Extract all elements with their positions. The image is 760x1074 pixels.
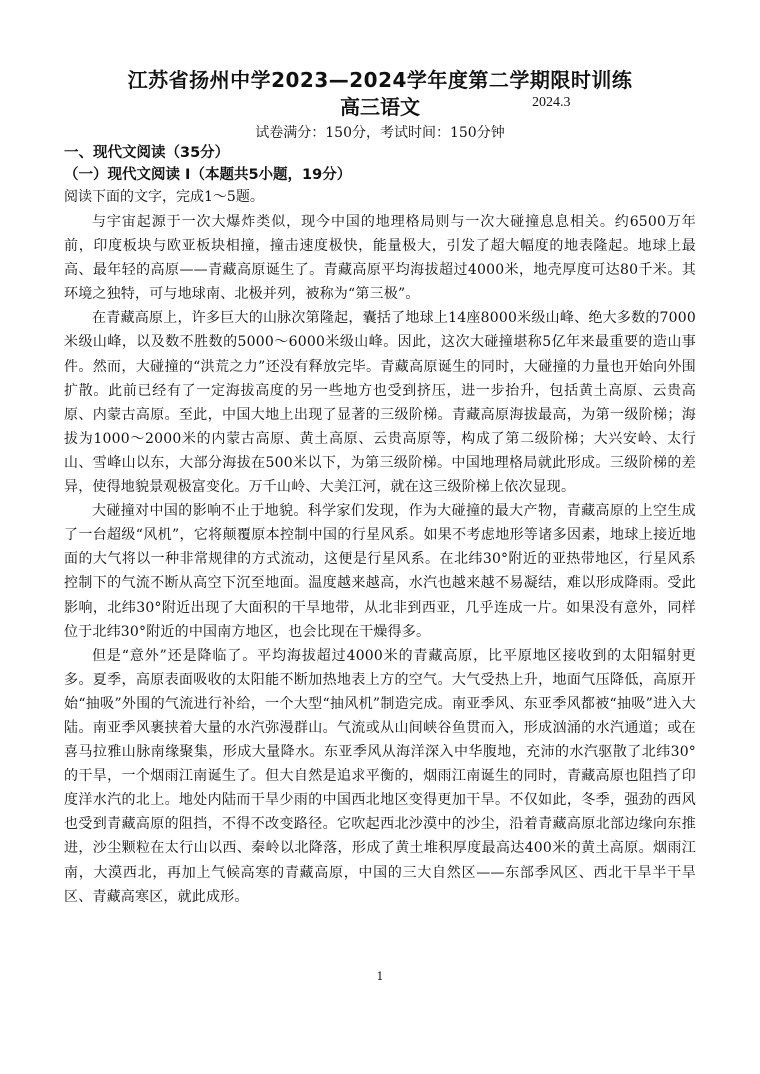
article-paragraph: 在青藏高原上，许多巨大的山脉次第隆起，囊括了地球上14座8000米级山峰、绝大多数的7000米级山峰，以及数不胜数的5000～6000米级山峰。因此，这次大碰撞堪称5亿年来最重要的造山事件。然而，大碰撞的“洪荒之力”还没有释放完毕。青藏高原诞生的同时，大碰撞的力量也开始向外围扩散。此前已经有了一定海拔高度的另一些地方也受到挤压，进一步抬升，包括黄土高原、云贵高原、内蒙古高原。至此，中国大地上出现了显著的三级阶梯。青藏高原海拔最高，为第一级阶梯；海拔为1000～2000米的内蒙古高原、黄土高原、云贵高原等，构成了第二级阶梯；大兴安岭、太行山、雪峰山以东，大部分海拔在500米以下，为第三级阶梯。中国地理格局就此形成。三级阶梯的差异，使得地貌景观极富变化。万千山岭、大美江河，就在这三级阶梯上依次显现。 — [64, 310, 696, 496]
exam-title: 江苏省扬州中学2023—2024学年度第二学期限时训练 — [127, 68, 633, 92]
exam-subject: 高三语文 — [340, 95, 420, 119]
article-paragraph: 但是“意外”还是降临了。平均海拔超过4000米的青藏高原，比平原地区接收到的太阳辐射更多。夏季，高原表面吸收的太阳能不断加热地表上方的空气。大气受热上升，地面气压降低，高原开始“抽吸”外围的气流进行补给，一个大型“抽风机”制造完成。南亚季风、东亚季风都被“抽吸”进入大陆。南亚季风裹挟着大量的水汽弥漫群山。气流或从山间峡谷鱼贯而入，形成汹涌的水汽通道；或在喜马拉雅山脉南缘聚集，形成大量降水。东亚季风从海洋深入中华腹地，充沛的水汽驱散了北纬30°的干旱，一个烟雨江南诞生了。但大自然是追求平衡的，烟雨江南诞生的同时，青藏高原也阻挡了印度洋水汽的北上。地处内陆而干旱少雨的中国西北地区变得更加干旱。不仅如此，冬季，强劲的西风也受到青藏高原的阻挡，不得不改变路径。它吹起西北沙漠中的沙尘，沿着青藏高原北部边缘向东推进，沙尘颗粒在太行山以西、秦岭以北降落，形成了黄土堆积厚度最高达400米的黄土高原。烟雨江南，大漠西北，再加上气候高寒的青藏高原，中国的三大自然区——东部季风区、西北干旱半干旱区、青藏高寒区，就此成形。 — [64, 647, 696, 905]
article-paragraph: 大碰撞对中国的影响不止于地貌。科学家们发现，作为大碰撞的最大产物，青藏高原的上空生成了一台超级“风机”，它将颠覆原本控制中国的行星风系。如果不考虑地形等诸多因素，地球上接近地面的大气将以一种非常规律的方式流动，这便是行星风系。在北纬30°附近的亚热带地区，行星风系控制下的气流不断从高空下沉至地面。温度越来越高，水汽也越来越不易凝结，难以形成降雨。受此影响，北纬30°附近出现了大面积的干旱地带，从北非到西亚，几乎连成一片。如果没有意外，同样位于北纬30°附近的中国南方地区，也会比现在干燥得多。 — [64, 503, 696, 640]
exam-date: 2024.3 — [532, 95, 571, 110]
section-heading-sub1: （一）现代文阅读 I（本题共5小题，19分） — [64, 167, 352, 183]
reading-instruction: 阅读下面的文字，完成1～5题。 — [64, 189, 264, 205]
section-heading-part1: 一、现代文阅读（35分） — [64, 145, 230, 161]
page-number: 1 — [376, 970, 384, 983]
article-body — [64, 210, 696, 909]
exam-info: 试卷满分：150分，考试时间：150分钟 — [255, 125, 505, 141]
article-paragraph: 与宇宙起源于一次大爆炸类似，现今中国的地理格局则与一次大碰撞息息相关。约6500万年前，印度板块与欧亚板块相撞，撞击速度极快，能量极大，引发了超大幅度的地表隆起。地球上最高、最年轻的高原——青藏高原诞生了。青藏高原平均海拔超过4000米，地壳厚度可达80千米。其环境之独特，可与地球南、北极并列，被称为“第三极”。 — [64, 214, 696, 303]
